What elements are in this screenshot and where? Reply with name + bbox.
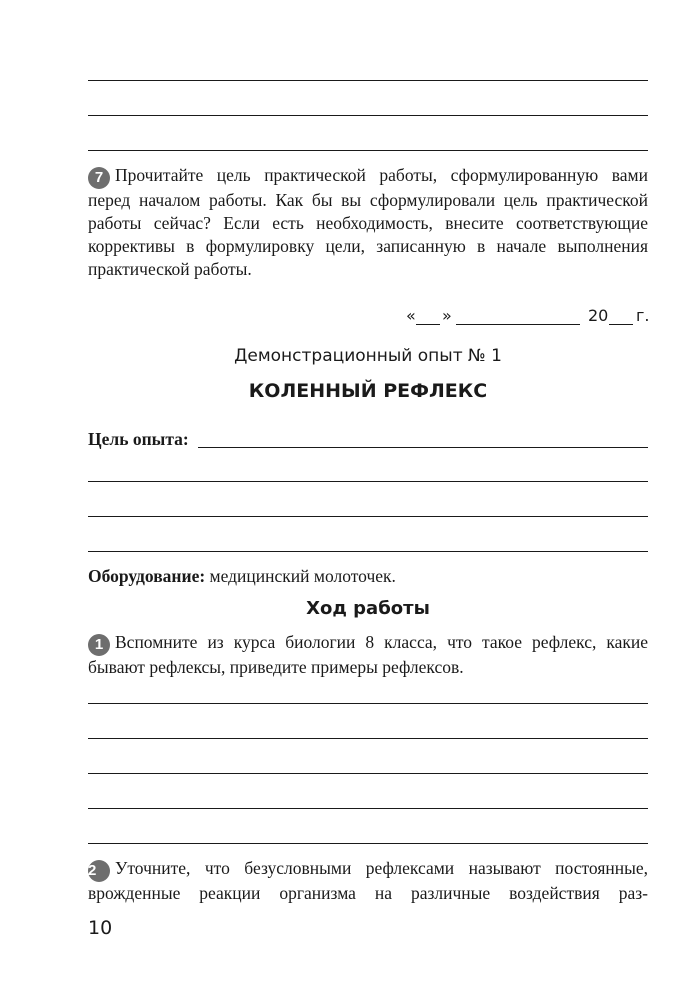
question-1-text: Вспомните из курса биологии 8 класса, что такое рефлекс, какие бывают рефлексы, приведите примеры рефлексов.	[88, 632, 648, 677]
answer-line[interactable]	[88, 80, 648, 81]
question-7	[88, 164, 648, 281]
answer-line[interactable]	[88, 773, 648, 774]
page-number: 10	[88, 917, 113, 939]
date-open-quote: «	[406, 306, 416, 325]
experiment-subtitle: Демонстрационный опыт № 1	[234, 346, 502, 366]
answer-line[interactable]	[88, 481, 648, 482]
goal-answer-line[interactable]	[198, 447, 648, 448]
answer-line[interactable]	[88, 808, 648, 809]
date-year-prefix: 20	[588, 306, 609, 325]
question-number-badge: 7	[88, 167, 110, 189]
date-year-suffix: г.	[636, 306, 650, 325]
equipment	[88, 566, 648, 587]
equipment-value: медицинский молоточек.	[209, 566, 396, 586]
answer-line[interactable]	[88, 115, 648, 116]
question-1	[88, 631, 648, 679]
question-7-text: Прочитайте цель практической работы, сформулированную вами перед началом работы. Как бы вы сформулировали цель практической работы сейчас? Если есть необходимость, внесите соответствующие коррективы в формулировку цели, записанную в начале выполнения практической работы.	[88, 165, 648, 279]
answer-line[interactable]	[88, 150, 648, 151]
answer-line[interactable]	[88, 843, 648, 844]
date-day-blank[interactable]	[416, 324, 440, 325]
question-number-badge: 2	[88, 860, 110, 882]
date-year-blank[interactable]	[609, 324, 633, 325]
date-close-quote: »	[442, 306, 452, 325]
question-2-text: Уточните, что безусловными рефлексами называют постоянные, врожденные реакции организма на различные воздействия раз-	[88, 858, 648, 903]
answer-line[interactable]	[88, 551, 648, 552]
procedure-heading: Ход работы	[306, 598, 430, 619]
goal-label: Цель опыта:	[88, 429, 189, 449]
date-month-blank[interactable]	[456, 324, 580, 325]
question-2	[88, 857, 648, 905]
answer-line[interactable]	[88, 516, 648, 517]
equipment-label: Оборудование:	[88, 566, 206, 586]
question-number-badge: 1	[88, 634, 110, 656]
answer-line[interactable]	[88, 738, 648, 739]
date-field	[400, 306, 650, 330]
answer-line[interactable]	[88, 703, 648, 704]
experiment-title: КОЛЕННЫЙ РЕФЛЕКС	[248, 380, 488, 402]
